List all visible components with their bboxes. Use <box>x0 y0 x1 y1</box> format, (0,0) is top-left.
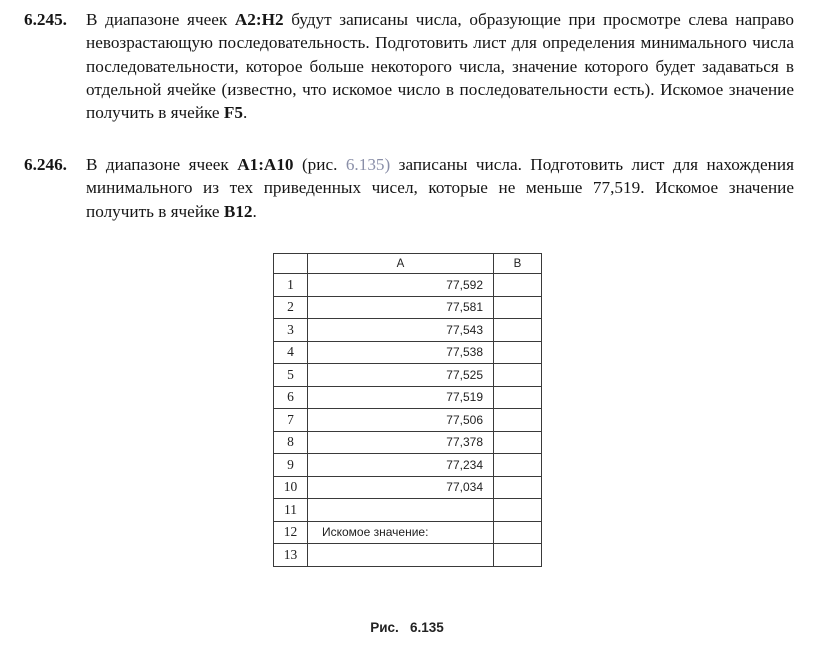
row-number: 7 <box>274 409 308 432</box>
table-row <box>274 454 542 477</box>
problem-text-part: записаны числа. Подготовить лист для нахождения минимального из тех приведенных чисел, которые не меньше 77,519. Искомое значение получить в ячейке <box>86 155 794 221</box>
table-row <box>274 499 542 522</box>
cell-b <box>494 454 542 477</box>
table-row <box>274 544 542 567</box>
cell-a: 77,034 <box>308 476 494 499</box>
row-number: 3 <box>274 319 308 342</box>
table-row <box>274 319 542 342</box>
spreadsheet-figure <box>273 253 542 567</box>
cell-a: 77,581 <box>308 296 494 319</box>
cell-a: 77,378 <box>308 431 494 454</box>
cell-b <box>494 341 542 364</box>
problem-number: 6.246. <box>24 155 67 174</box>
cell-a: 77,519 <box>308 386 494 409</box>
table-row <box>274 274 542 297</box>
cell-b <box>494 386 542 409</box>
cell-range: A2:H2 <box>234 10 284 29</box>
problem-text-part: . <box>252 201 257 221</box>
cell-b <box>494 409 542 432</box>
row-number: 13 <box>274 544 308 567</box>
cell-b <box>494 319 542 342</box>
table-row <box>274 431 542 454</box>
cell-b <box>494 274 542 297</box>
table-row <box>274 296 542 319</box>
cell-a: 77,543 <box>308 319 494 342</box>
row-number: 2 <box>274 296 308 319</box>
problem-6-245 <box>24 8 794 124</box>
row-number: 4 <box>274 341 308 364</box>
cell-a: Искомое значение: <box>308 521 494 544</box>
row-number: 8 <box>274 431 308 454</box>
problem-text-part: В диапазоне ячеек <box>86 155 238 174</box>
cell-a: 77,592 <box>308 274 494 297</box>
row-number: 1 <box>274 274 308 297</box>
corner-cell <box>274 254 308 274</box>
cell-a <box>308 499 494 522</box>
cell-b <box>494 296 542 319</box>
cell-b <box>494 544 542 567</box>
problem-6-246 <box>24 153 794 223</box>
cell-a <box>308 544 494 567</box>
table-row <box>274 341 542 364</box>
figure-reference-link[interactable]: 6.135) <box>345 155 391 174</box>
cell-a: 77,525 <box>308 364 494 387</box>
problem-text-part: (рис. <box>293 155 346 174</box>
cell-a: 77,538 <box>308 341 494 364</box>
row-number: 10 <box>274 476 308 499</box>
cell-b <box>494 521 542 544</box>
problem-text <box>86 8 794 124</box>
table-row <box>274 521 542 544</box>
column-header-a: A <box>308 254 494 274</box>
row-number: 9 <box>274 454 308 477</box>
problem-text-part: будут записаны числа, образующие при просмотре слева направо невозрастающую последовательность. Подготовить лист для определения минимального числа последовательности, которое больше некоторого числа, значение которого будет задаваться в отдельной ячейке (известно, что искомое число в последовательности есть). Искомое значение получить в ячейке <box>86 10 794 123</box>
cell-a: 77,506 <box>308 409 494 432</box>
problem-text-part: . <box>242 103 248 123</box>
cell-b <box>494 476 542 499</box>
problem-number: 6.245. <box>24 10 67 29</box>
row-number: 5 <box>274 364 308 387</box>
table-row <box>274 409 542 432</box>
row-number: 11 <box>274 499 308 522</box>
cell-b <box>494 364 542 387</box>
problem-text-part: В диапазоне ячеек <box>86 10 235 29</box>
cell-a: 77,234 <box>308 454 494 477</box>
cell-b <box>494 499 542 522</box>
column-header-b: B <box>494 254 542 274</box>
cell-range: A1:A10 <box>237 155 294 174</box>
cell-reference: F5 <box>223 103 243 123</box>
table-row <box>274 476 542 499</box>
figure-caption: Рис. 6.135 <box>370 620 444 635</box>
row-number: 12 <box>274 521 308 544</box>
column-header-row <box>274 254 542 274</box>
problem-text <box>86 153 794 223</box>
table-row <box>274 364 542 387</box>
row-number: 6 <box>274 386 308 409</box>
cell-b <box>494 431 542 454</box>
cell-reference: B12 <box>223 201 253 221</box>
table-row <box>274 386 542 409</box>
